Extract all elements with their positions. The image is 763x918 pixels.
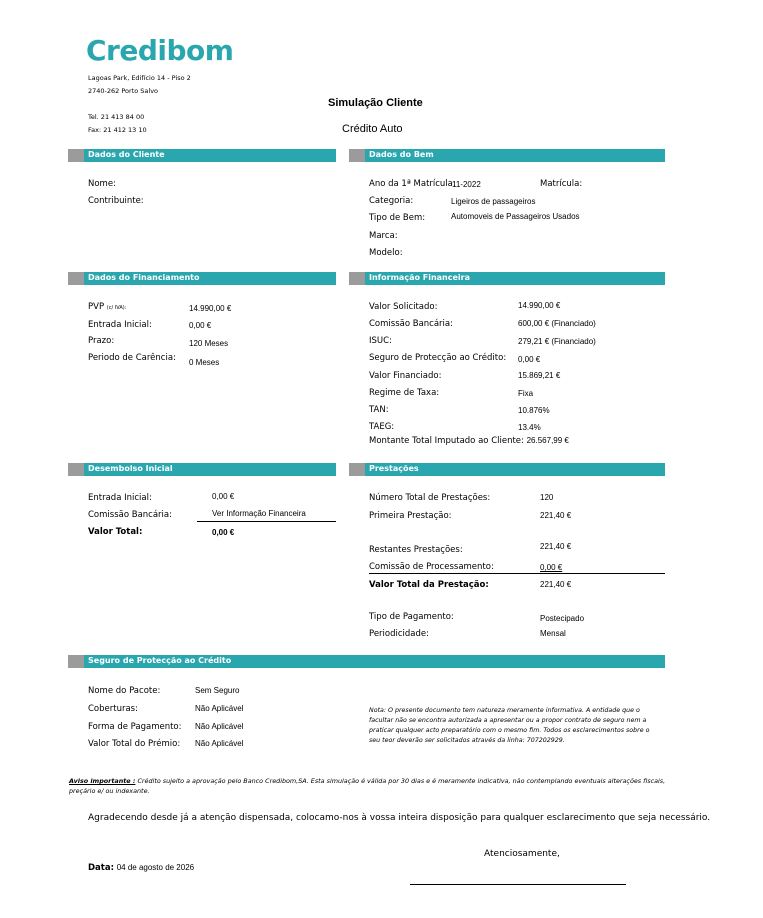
info-financeira-label: Valor Financiado:	[369, 371, 442, 381]
tipo-bem-value: Automoveis de Passageiros Usados	[451, 212, 580, 221]
section-seguro-protecao: Seguro de Protecção ao Crédito	[68, 655, 665, 668]
info-financeira-label: ISUC:	[369, 336, 392, 346]
info-financeira-value: 10.876%	[518, 406, 550, 415]
entrada-label: Entrada Inicial:	[88, 320, 152, 330]
desembolso-comissao-value: Ver Informação Financeira	[212, 509, 306, 518]
desembolso-divider	[197, 521, 336, 522]
numero-prestacoes-value: 120	[540, 493, 554, 502]
info-financeira-label: TAEG:	[369, 422, 395, 432]
montante-value: 26.567,99 €	[526, 436, 569, 445]
info-financeira-value: 14.990,00 €	[518, 301, 561, 310]
contribuinte-label: Contribuinte:	[88, 196, 144, 206]
entrada-value: 0,00 €	[189, 321, 212, 330]
section-informacao-financeira: Informação Financeira	[349, 272, 665, 285]
desembolso-comissao-label: Comissão Bancária:	[88, 510, 172, 520]
aviso-text: Crédito sujeito a aprovação pelo Banco Credibom,SA. Esta simulação é válida por 30 dias e é meramente indicativa, não contemplando eventuais alterações fiscais, preçário e/ ou indexante.	[69, 777, 666, 795]
montante-label: Montante Total Imputado ao Cliente:	[369, 436, 524, 446]
ano-matricula-label: Ano da 1ª Matrícula:	[369, 179, 456, 189]
forma-pagamento-value: Não Aplicável	[195, 722, 244, 731]
primeira-prestacao-value: 221,40 €	[540, 511, 572, 520]
info-financeira-value: 13.4%	[518, 423, 541, 432]
coberturas-label: Coberturas:	[88, 704, 138, 714]
comissao-processamento-value: 0,00 €	[540, 563, 563, 572]
address-line1: Lagoas Park, Edifício 14 - Piso 2	[88, 74, 191, 82]
periodicidade-label: Periodicidade:	[369, 629, 429, 639]
document-title: Simulação Cliente	[328, 97, 423, 109]
tipo-pagamento-label: Tipo de Pagamento:	[369, 612, 454, 622]
modelo-label: Modelo:	[369, 248, 403, 258]
desembolso-entrada-value: 0,00 €	[212, 492, 235, 501]
aviso-label: Aviso importante :	[69, 777, 136, 785]
montante-total	[369, 436, 569, 446]
info-financeira-label: Seguro de Protecção ao Crédito:	[369, 353, 507, 363]
nome-label: Nome:	[88, 179, 116, 189]
address-line2: 2740-262 Porto Salvo	[88, 87, 159, 95]
atenciosamente-text: Atenciosamente,	[484, 849, 560, 859]
tipo-pagamento-value: Postecipado	[540, 614, 585, 623]
section-prestacoes: Prestações	[349, 463, 665, 476]
info-financeira-label: TAN:	[369, 405, 389, 415]
coberturas-value: Não Aplicável	[195, 704, 244, 713]
agradecimento-text: Agradecendo desde já a atenção dispensada, colocamo-nos à vossa inteira disposição para qualquer esclarecimento que seja necessário.	[88, 813, 711, 823]
phone-number: Tel. 21 413 84 00	[88, 113, 145, 121]
premio-label: Valor Total do Prémio:	[88, 739, 181, 749]
info-financeira-label: Regime de Taxa:	[369, 388, 440, 398]
data-label: Data:	[88, 863, 114, 873]
pvp-suffix: (c/ IVA):	[106, 305, 127, 311]
pvp-value: 14.990,00 €	[189, 304, 232, 313]
aviso-importante	[69, 776, 669, 796]
prazo-value: 120 Meses	[189, 339, 229, 348]
categoria-value: Ligeiros de passageiros	[451, 197, 536, 206]
periodicidade-value: Mensal	[540, 629, 566, 638]
total-prestacao-value: 221,40 €	[540, 580, 572, 589]
primeira-prestacao-label: Primeira Prestação:	[369, 511, 452, 521]
section-dados-bem: Dados do Bem	[349, 149, 665, 162]
section-dados-cliente: Dados do Cliente	[68, 149, 336, 162]
fax-number: Fax: 21 412 13 10	[88, 126, 147, 134]
pacote-label: Nome do Pacote:	[88, 686, 161, 696]
seguro-nota: Nota: O presente documento tem natureza meramente informativa. A entidade que o facultar não se encontra autorizada a apresentar ou a propor contrato de seguro nem a praticar qualquer acto preparatório com o mesmo fim. Todos os esclarecimentos sobre o seu teor deverão ser solicitados através da linha: 707202929.	[369, 707, 650, 744]
info-financeira-value: 15.869,21 €	[518, 371, 561, 380]
carencia-label: Periodo de Carência:	[88, 353, 176, 363]
info-financeira-label: Comissão Bancária:	[369, 319, 453, 329]
forma-pagamento-label: Forma de Pagamento:	[88, 722, 182, 732]
section-dados-financiamento: Dados do Financiamento	[68, 272, 336, 285]
document-subtitle: Crédito Auto	[342, 123, 403, 135]
desembolso-total-label: Valor Total:	[88, 527, 143, 537]
marca-label: Marca:	[369, 231, 398, 241]
pvp-label: PVP (c/ IVA):	[88, 302, 127, 312]
restantes-prestacoes-label: Restantes Prestações:	[369, 545, 463, 555]
desembolso-entrada-label: Entrada Inicial:	[88, 493, 152, 503]
data-value: 04 de agosto de 2026	[116, 863, 195, 872]
tipo-bem-label: Tipo de Bem:	[369, 213, 426, 223]
info-financeira-value: Fixa	[518, 389, 534, 398]
desembolso-total-value: 0,00 €	[212, 528, 235, 537]
company-logo: Credibom	[86, 34, 234, 67]
ano-matricula-value: 11-2022	[452, 180, 481, 189]
numero-prestacoes-label: Número Total de Prestações:	[369, 493, 491, 503]
info-financeira-value: 279,21 € (Financiado)	[518, 337, 596, 346]
pacote-value: Sem Seguro	[195, 686, 240, 695]
info-financeira-value: 600,00 € (Financiado)	[518, 319, 596, 328]
restantes-prestacoes-value: 221,40 €	[540, 542, 572, 551]
carencia-value: 0 Meses	[189, 358, 220, 367]
info-financeira-value: 0,00 €	[518, 355, 541, 364]
info-financeira-label: Valor Solicitado:	[369, 302, 438, 312]
total-prestacao-label: Valor Total da Prestação:	[369, 580, 489, 590]
section-desembolso-inicial: Desembolso Inicial	[68, 463, 336, 476]
data-line	[88, 863, 194, 873]
matricula-label: Matrícula:	[540, 179, 583, 189]
premio-value: Não Aplicável	[195, 739, 244, 748]
signature-line	[410, 884, 626, 885]
comissao-processamento-label: Comissão de Processamento:	[369, 562, 494, 572]
prestacoes-divider	[369, 573, 665, 574]
prazo-label: Prazo:	[88, 336, 115, 346]
categoria-label: Categoria:	[369, 196, 414, 206]
